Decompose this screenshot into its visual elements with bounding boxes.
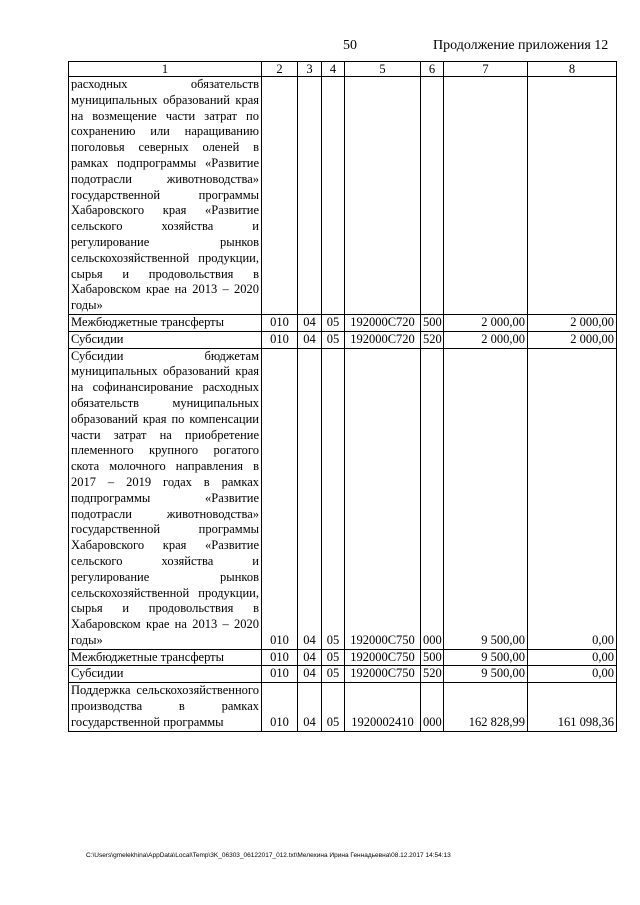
- row-description: Межбюджетные трансферты: [69, 649, 262, 666]
- table-row: [69, 314, 617, 331]
- file-path-footer: C:\Users\gmelekhina\AppData\Local\Temp\3K_06303_06122017_012.txt\Мелехина Ирина Геннадьевна\08.12.2017 14:54:13: [86, 852, 451, 859]
- column-header: 6: [421, 62, 444, 77]
- column-header: 8: [528, 62, 617, 77]
- table-row: [69, 348, 617, 649]
- cell-target-article: [345, 77, 421, 315]
- cell-expense-type: [421, 77, 444, 315]
- cell-amount-year1: 2 000,00: [444, 331, 528, 348]
- column-header: 2: [262, 62, 298, 77]
- row-description: Поддержка сельскохозяйственного производства в рамках государственной программы: [69, 683, 262, 731]
- cell-amount-year2: 161 098,36: [528, 683, 617, 731]
- table-row: [69, 666, 617, 683]
- cell-section: 04: [298, 649, 322, 666]
- cell-expense-type: 500: [421, 649, 444, 666]
- table-row: [69, 331, 617, 348]
- cell-amount-year1: 9 500,00: [444, 348, 528, 649]
- budget-table: [68, 61, 617, 732]
- cell-section: 04: [298, 348, 322, 649]
- cell-section: 04: [298, 314, 322, 331]
- cell-subsection: 05: [322, 314, 345, 331]
- cell-amount-year2: 0,00: [528, 666, 617, 683]
- cell-ministry-code: [262, 77, 298, 315]
- cell-expense-type: 000: [421, 348, 444, 649]
- cell-amount-year2: [528, 77, 617, 315]
- table-row: [69, 683, 617, 731]
- cell-amount-year1: 2 000,00: [444, 314, 528, 331]
- cell-ministry-code: 010: [262, 348, 298, 649]
- cell-ministry-code: 010: [262, 666, 298, 683]
- cell-target-article: 192000С750: [345, 348, 421, 649]
- cell-section: [298, 77, 322, 315]
- cell-section: 04: [298, 331, 322, 348]
- row-description: расходных обязательств муниципальных образований края на возмещение части затрат по сохранению или наращиванию поголовья северных оленей в рамках подпрограммы «Развитие подотрасли животноводства» государственной программы Хабаровского края «Развитие сельского хозяйства и регулирование рынков сельскохозяйственной продукции, сырья и продовольствия в Хабаровском крае на 2013 – 2020 годы»: [69, 77, 262, 315]
- cell-subsection: 05: [322, 683, 345, 731]
- cell-ministry-code: 010: [262, 331, 298, 348]
- row-description: Субсидии: [69, 331, 262, 348]
- appendix-continuation-label: Продолжение приложения 12: [433, 38, 609, 53]
- cell-expense-type: 500: [421, 314, 444, 331]
- cell-target-article: 192000С750: [345, 666, 421, 683]
- row-description: Субсидии бюджетам муниципальных образований края на софинансирование расходных обязательств муниципальных образований края по компенсации части затрат на приобретение племенного крупного рогатого скота молочного направления в 2017 – 2019 годах в рамках подпрограммы «Развитие подотрасли животноводства» государственной программы Хабаровского края «Развитие сельского хозяйства и регулирование рынков сельскохозяйственной продукции, сырья и продовольствия в Хабаровском крае на 2013 – 2020 годы»: [69, 348, 262, 649]
- cell-section: 04: [298, 683, 322, 731]
- cell-amount-year1: 9 500,00: [444, 649, 528, 666]
- page-number: 50: [343, 38, 357, 53]
- cell-ministry-code: 010: [262, 683, 298, 731]
- cell-amount-year1: [444, 77, 528, 315]
- table-row: [69, 77, 617, 315]
- row-description: Субсидии: [69, 666, 262, 683]
- column-header: 1: [69, 62, 262, 77]
- cell-subsection: 05: [322, 649, 345, 666]
- cell-amount-year2: 2 000,00: [528, 331, 617, 348]
- cell-expense-type: 520: [421, 666, 444, 683]
- column-header: 4: [322, 62, 345, 77]
- cell-subsection: 05: [322, 666, 345, 683]
- table-row: [69, 649, 617, 666]
- column-header: 5: [345, 62, 421, 77]
- cell-target-article: 192000С720: [345, 314, 421, 331]
- column-header: 3: [298, 62, 322, 77]
- cell-expense-type: 000: [421, 683, 444, 731]
- cell-ministry-code: 010: [262, 314, 298, 331]
- cell-section: 04: [298, 666, 322, 683]
- row-description: Межбюджетные трансферты: [69, 314, 262, 331]
- cell-ministry-code: 010: [262, 649, 298, 666]
- cell-subsection: [322, 77, 345, 315]
- cell-target-article: 192000С750: [345, 649, 421, 666]
- column-number-row: [69, 62, 617, 77]
- cell-amount-year1: 162 828,99: [444, 683, 528, 731]
- cell-subsection: 05: [322, 348, 345, 649]
- cell-amount-year2: 0,00: [528, 649, 617, 666]
- cell-amount-year1: 9 500,00: [444, 666, 528, 683]
- cell-expense-type: 520: [421, 331, 444, 348]
- cell-amount-year2: 0,00: [528, 348, 617, 649]
- column-header: 7: [444, 62, 528, 77]
- cell-amount-year2: 2 000,00: [528, 314, 617, 331]
- cell-subsection: 05: [322, 331, 345, 348]
- cell-target-article: 1920002410: [345, 683, 421, 731]
- cell-target-article: 192000С720: [345, 331, 421, 348]
